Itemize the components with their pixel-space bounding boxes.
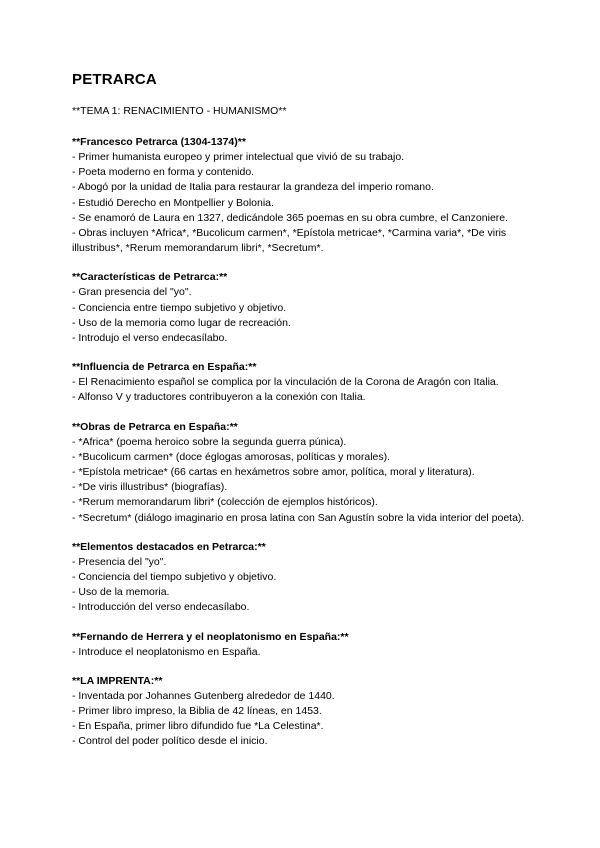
section-list [72,285,540,346]
section-heading: **Influencia de Petrarca en España:** [72,361,257,374]
list-item: - El Renacimiento español se complica por la vinculación de la Corona de Aragón con Italia. [72,376,499,389]
list-item: - Introduce el neoplatonismo en España. [72,645,261,658]
list-item: - *Epístola metricae* (66 cartas en hexámetros sobre amor, política, moral y literatura). [72,466,475,479]
list-item: - Gran presencia del "yo". [72,286,192,299]
list-item: - Inventada por Johannes Gutenberg alrededor de 1440. [72,689,335,702]
section-list [72,689,540,750]
list-item: - *Africa* (poema heroico sobre la segunda guerra púnica). [72,435,347,448]
section-heading: **LA IMPRENTA:** [72,674,163,687]
section [72,270,540,346]
section [72,420,540,526]
section [72,540,540,616]
list-item: - Poeta moderno en forma y contenido. [72,166,255,179]
section-list [72,555,540,616]
list-item: - Uso de la memoria. [72,586,170,599]
list-item: - Conciencia del tiempo subjetivo y objetivo. [72,571,277,584]
sections-container [72,135,540,750]
section [72,630,540,660]
document-title: PETRARCA [72,71,157,88]
section-heading: **Elementos destacados en Petrarca:** [72,540,266,553]
section-list [72,150,540,256]
section-heading: **Fernando de Herrera y el neoplatonismo en España:** [72,630,349,643]
list-item: - Obras incluyen *Africa*, *Bucolicum carmen*, *Epístola metricae*, *Carmina varia*, *De viris illustribus*, *Rerum memorandarum libri*, *Secretum*. [72,227,507,255]
section [72,360,540,405]
section-list [72,435,540,526]
list-item: - Se enamoró de Laura en 1327, dedicándole 365 poemas en su obra cumbre, el Canzoniere. [72,211,509,224]
section-list [72,645,540,660]
list-item: - Primer humanista europeo y primer intelectual que vivió de su trabajo. [72,151,405,163]
list-item: - Primer libro impreso, la Biblia de 42 líneas, en 1453. [72,705,322,718]
list-item: - Control del poder político desde el inicio. [72,735,268,748]
list-item: - Presencia del "yo". [72,555,167,568]
section-list [72,375,540,405]
topic-line: **TEMA 1: RENACIMIENTO - HUMANISMO** [72,105,287,117]
list-item: - En España, primer libro difundido fue *La Celestina*. [72,720,324,733]
list-item: - Conciencia entre tiempo subjetivo y objetivo. [72,301,287,314]
list-item: - *De viris illustribus* (biografías). [72,481,228,494]
list-item: - Alfonso V y traductores contribuyeron a la conexión con Italia. [72,391,366,404]
section-heading: **Francesco Petrarca (1304-1374)** [72,136,246,148]
list-item: - *Secretum* (diálogo imaginario en prosa latina con San Agustín sobre la vida interior del poeta). [72,511,525,524]
list-item: - *Bucolicum carmen* (doce églogas amorosas, políticas y morales). [72,450,391,463]
list-item: - Introducción del verso endecasílabo. [72,601,250,614]
list-item: - Introdujo el verso endecasílabo. [72,332,228,345]
list-item: - Uso de la memoria como lugar de recreación. [72,316,291,329]
section-heading: **Características de Petrarca:** [72,271,228,284]
section-heading: **Obras de Petrarca en España:** [72,420,238,433]
section [72,135,540,256]
list-item: - *Rerum memorandarum libri* (colección de ejemplos históricos). [72,496,378,509]
list-item: - Abogó por la unidad de Italia para restaurar la grandeza del imperio romano. [72,181,434,194]
section [72,674,540,750]
list-item: - Estudió Derecho en Montpellier y Bolonia. [72,196,274,209]
